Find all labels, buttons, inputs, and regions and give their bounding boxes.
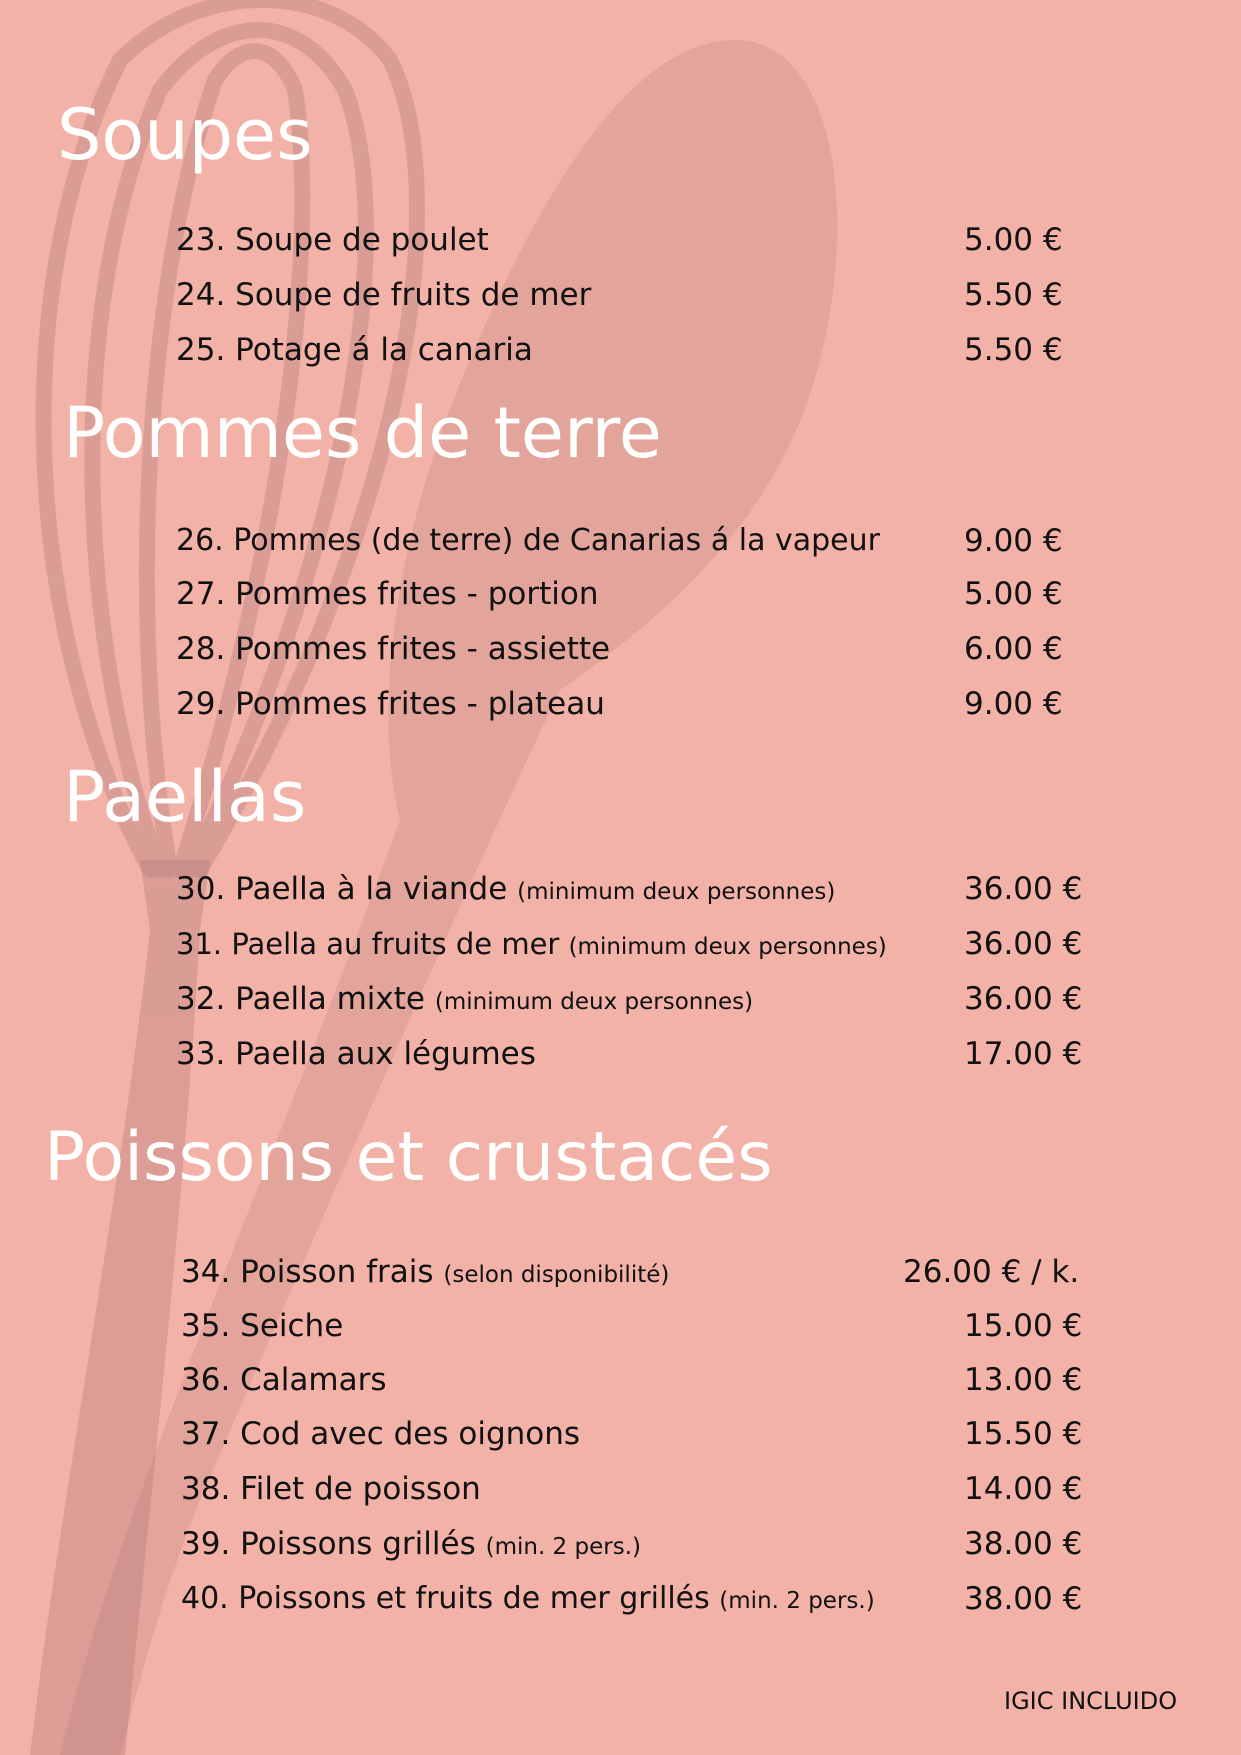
item-name: 23. Soupe de poulet	[176, 222, 489, 258]
item-price: 6.00 €	[964, 631, 1063, 667]
item-name: 30. Paella à la viande (minimum deux personnes)	[176, 871, 836, 907]
item-price: 26.00 € / k.	[903, 1254, 1080, 1290]
menu-item	[176, 684, 1063, 724]
item-price: 9.00 €	[964, 686, 1063, 722]
item-name: 37. Cod avec des oignons	[181, 1416, 581, 1452]
item-price: 17.00 €	[964, 1036, 1083, 1072]
item-name: 38. Filet de poisson	[181, 1471, 481, 1507]
section-title-paellas: Paellas	[63, 756, 307, 838]
item-name: 35. Seiche	[181, 1308, 344, 1344]
item-name: 25. Potage á la canaria	[176, 332, 533, 368]
item-price: 5.50 €	[964, 332, 1063, 368]
item-name: 28. Pommes frites - assiette	[176, 631, 611, 667]
item-price: 13.00 €	[964, 1362, 1083, 1398]
item-price: 5.50 €	[964, 277, 1063, 313]
menu-item	[181, 1414, 1083, 1454]
item-name: 39. Poissons grillés (min. 2 pers.)	[181, 1526, 641, 1562]
item-price: 36.00 €	[964, 926, 1083, 962]
menu-item	[176, 220, 1063, 260]
item-name: 34. Poisson frais (selon disponibilité)	[181, 1254, 670, 1290]
menu-item	[176, 574, 1063, 614]
menu-item	[181, 1579, 1083, 1619]
menu-item	[181, 1252, 1080, 1292]
item-name: 26. Pommes (de terre) de Canarias á la vapeur	[176, 523, 880, 558]
item-price: 14.00 €	[964, 1471, 1083, 1507]
menu-item	[176, 979, 1083, 1019]
menu-item	[176, 330, 1063, 370]
menu-item	[176, 521, 1063, 561]
item-price: 9.00 €	[964, 523, 1063, 559]
menu-item	[181, 1360, 1083, 1400]
menu-item	[176, 629, 1063, 669]
item-price: 38.00 €	[964, 1526, 1083, 1562]
item-name: 31. Paella au fruits de mer (minimum deux personnes)	[176, 927, 887, 961]
menu-item	[181, 1469, 1083, 1509]
item-name: 29. Pommes frites - plateau	[176, 686, 605, 722]
item-price: 5.00 €	[964, 222, 1063, 258]
section-title-soupes: Soupes	[57, 94, 313, 176]
section-title-poissons-et-crustaces: Poissons et crustacés	[44, 1118, 773, 1197]
menu-item	[176, 1034, 1083, 1074]
tax-notice: IGIC INCLUIDO	[1004, 1687, 1178, 1715]
item-price: 15.00 €	[964, 1308, 1083, 1344]
item-name: 32. Paella mixte (minimum deux personnes)	[176, 981, 754, 1017]
item-name: 36. Calamars	[181, 1362, 387, 1398]
item-price: 36.00 €	[964, 981, 1083, 1017]
item-price: 36.00 €	[964, 871, 1083, 907]
item-name: 24. Soupe de fruits de mer	[176, 277, 592, 313]
item-name: 33. Paella aux légumes	[176, 1036, 536, 1072]
item-price: 38.00 €	[964, 1581, 1083, 1617]
item-price: 15.50 €	[964, 1416, 1083, 1452]
item-name: 40. Poissons et fruits de mer grillés (min. 2 pers.)	[181, 1581, 875, 1616]
menu-item	[181, 1306, 1083, 1346]
menu-item	[176, 275, 1063, 315]
menu-item	[181, 1524, 1083, 1564]
menu-item	[176, 869, 1083, 909]
section-title-pommes-de-terre: Pommes de terre	[63, 392, 662, 474]
item-name: 27. Pommes frites - portion	[176, 576, 599, 612]
item-price: 5.00 €	[964, 576, 1063, 612]
menu-item	[176, 924, 1083, 964]
